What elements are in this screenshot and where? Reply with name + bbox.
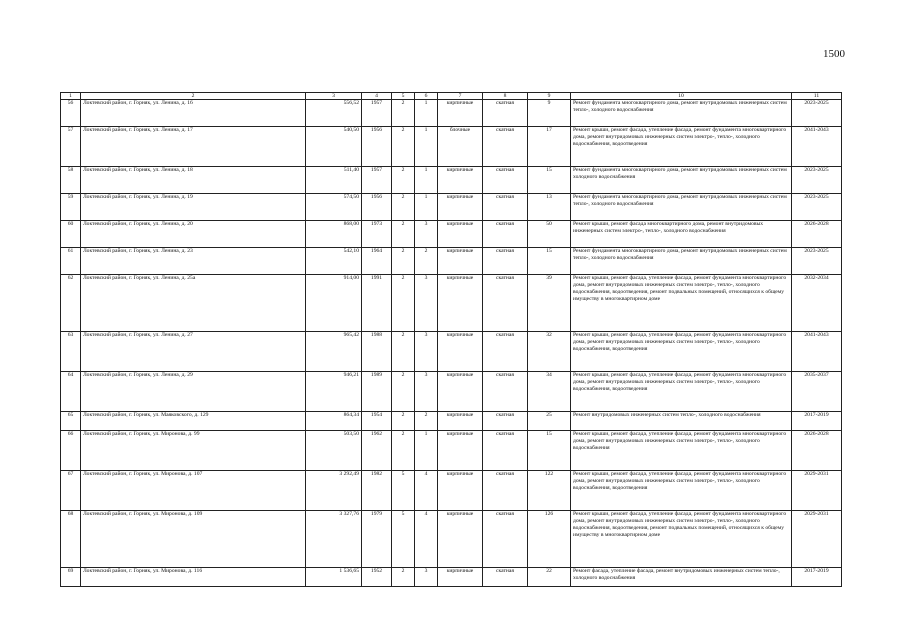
- entrance-count: 2: [415, 248, 438, 275]
- col-header: 2: [81, 93, 306, 100]
- build-year: 1957: [362, 167, 392, 194]
- floor-count: 2: [392, 372, 415, 412]
- table-row: [61, 412, 842, 431]
- apartment-count: 15: [528, 248, 571, 275]
- roof-type: скатная: [483, 471, 528, 511]
- apartment-count: 32: [528, 332, 571, 372]
- apartment-count: 15: [528, 167, 571, 194]
- apartment-count: 122: [528, 471, 571, 511]
- total-area: 574,50: [306, 194, 362, 221]
- floor-count: 2: [392, 194, 415, 221]
- build-year: 1956: [362, 127, 392, 167]
- table-row: [61, 372, 842, 412]
- wall-material: кирпичные: [438, 332, 483, 372]
- col-header: 7: [438, 93, 483, 100]
- roof-type: скатная: [483, 221, 528, 248]
- apartment-count: 126: [528, 511, 571, 568]
- build-year: 1957: [362, 100, 392, 127]
- repair-works: Ремонт фундамента многоквартирного дома, ремонт внутридомовых инженерных систем тепло-, холодного водоснабжения: [571, 100, 792, 127]
- roof-type: скатная: [483, 167, 528, 194]
- table-row: [61, 127, 842, 167]
- repair-works: Ремонт крыши, ремонт фасада, утепление фасада, ремонт фундамента многоквартирного дома, ремонт внутридомовых инженерных систем электро-, тепло-, холодного водоснабжения, водоотведения: [571, 127, 792, 167]
- table-row: [61, 568, 842, 587]
- build-year: 1982: [362, 471, 392, 511]
- entrance-count: 3: [415, 221, 438, 248]
- wall-material: кирпичные: [438, 194, 483, 221]
- total-area: 946,21: [306, 372, 362, 412]
- floor-count: 2: [392, 221, 415, 248]
- floor-count: 2: [392, 412, 415, 431]
- row-number: 56: [61, 100, 81, 127]
- build-year: 1952: [362, 568, 392, 587]
- entrance-count: 1: [415, 127, 438, 167]
- address: Локтевский район, г. Горняк, ул. Миронова, д. 107: [81, 471, 306, 511]
- address: Локтевский район, г. Горняк, ул. Ленина, д. 23: [81, 248, 306, 275]
- repair-period: 2023-2025: [792, 167, 842, 194]
- entrance-count: 3: [415, 275, 438, 332]
- repair-period: 2029-2031: [792, 511, 842, 568]
- apartment-count: 25: [528, 412, 571, 431]
- total-area: 3 327,76: [306, 511, 362, 568]
- apartment-count: 39: [528, 275, 571, 332]
- col-header: 11: [792, 93, 842, 100]
- row-number: 65: [61, 412, 81, 431]
- apartment-count: 22: [528, 568, 571, 587]
- address: Локтевский район, г. Горняк, ул. Ленина, д. 18: [81, 167, 306, 194]
- roof-type: скатная: [483, 431, 528, 471]
- repair-works: Ремонт фундамента многоквартирного дома, ремонт внутридомовых инженерных систем тепло-, холодного водоснабжения: [571, 194, 792, 221]
- floor-count: 2: [392, 275, 415, 332]
- row-number: 68: [61, 511, 81, 568]
- repair-works: Ремонт крыши, ремонт фасада, утепление фасада, ремонт фундамента многоквартирного дома, ремонт внутридомовых инженерных систем электро-, тепло-, холодного водоснабжения, водоотведения: [571, 471, 792, 511]
- total-area: 503,50: [306, 431, 362, 471]
- floor-count: 5: [392, 471, 415, 511]
- repair-period: 2023-2025: [792, 248, 842, 275]
- roof-type: скатная: [483, 332, 528, 372]
- repair-works: Ремонт крыши, ремонт фасада, утепление фасада, ремонт фундамента многоквартирного дома, ремонт внутридомовых инженерных систем электро-, тепло-, холодного водоснабжения, водоотведения, ремонт подвальных помещений, относящихся к общему имуществу в многоквартирном доме: [571, 511, 792, 568]
- entrance-count: 1: [415, 431, 438, 471]
- entrance-count: 4: [415, 511, 438, 568]
- floor-count: 2: [392, 248, 415, 275]
- col-header: 4: [362, 93, 392, 100]
- entrance-count: 1: [415, 167, 438, 194]
- wall-material: кирпичные: [438, 471, 483, 511]
- table-row: [61, 511, 842, 568]
- address: Локтевский район, г. Горняк, ул. Ленина, д. 17: [81, 127, 306, 167]
- roof-type: скатная: [483, 412, 528, 431]
- wall-material: кирпичные: [438, 431, 483, 471]
- roof-type: скатная: [483, 127, 528, 167]
- row-number: 58: [61, 167, 81, 194]
- apartment-count: 13: [528, 194, 571, 221]
- build-year: 1991: [362, 275, 392, 332]
- floor-count: 2: [392, 167, 415, 194]
- row-number: 62: [61, 275, 81, 332]
- row-number: 63: [61, 332, 81, 372]
- total-area: 864,34: [306, 412, 362, 431]
- roof-type: скатная: [483, 194, 528, 221]
- repair-period: 2026-2028: [792, 221, 842, 248]
- wall-material: кирпичные: [438, 221, 483, 248]
- row-number: 60: [61, 221, 81, 248]
- row-number: 64: [61, 372, 81, 412]
- col-header: 8: [483, 93, 528, 100]
- wall-material: кирпичные: [438, 167, 483, 194]
- entrance-count: 2: [415, 412, 438, 431]
- repair-period: 2029-2031: [792, 471, 842, 511]
- build-year: 1988: [362, 332, 392, 372]
- build-year: 1962: [362, 431, 392, 471]
- address: Локтевский район, г. Горняк, ул. Ленина, д. 25а: [81, 275, 306, 332]
- total-area: 1 536,65: [306, 568, 362, 587]
- repair-period: 2017-2019: [792, 568, 842, 587]
- total-area: 540,50: [306, 127, 362, 167]
- floor-count: 2: [392, 332, 415, 372]
- roof-type: скатная: [483, 511, 528, 568]
- repair-period: 2023-2025: [792, 100, 842, 127]
- apartment-count: 50: [528, 221, 571, 248]
- repair-works: Ремонт крыши, ремонт фасада многоквартирного дома, ремонт внутридомовых инженерных систем электро-, тепло-, холодного водоснабжения: [571, 221, 792, 248]
- table-row: [61, 100, 842, 127]
- repair-works: Ремонт фундамента многоквартирного дома, ремонт внутридомовых инженерных систем тепло-, холодного водоснабжения: [571, 248, 792, 275]
- col-header: 5: [392, 93, 415, 100]
- entrance-count: 4: [415, 471, 438, 511]
- roof-type: скатная: [483, 568, 528, 587]
- address: Локтевский район, г. Горняк, ул. Миронова, д. 99: [81, 431, 306, 471]
- build-year: 1956: [362, 194, 392, 221]
- entrance-count: 3: [415, 568, 438, 587]
- table-row: [61, 167, 842, 194]
- entrance-count: 1: [415, 194, 438, 221]
- total-area: 868,00: [306, 221, 362, 248]
- repair-works: Ремонт крыши, ремонт фасада, утепление фасада, ремонт фундамента многоквартирного дома, ремонт внутридомовых инженерных систем электро-, тепло-, холодного водоснабжения, водоотведения: [571, 372, 792, 412]
- row-number: 57: [61, 127, 81, 167]
- total-area: 914,00: [306, 275, 362, 332]
- floor-count: 2: [392, 431, 415, 471]
- repair-works: Ремонт фасада, утепление фасада, ремонт внутридомовых инженерных систем тепло-, холодного водоснабжения: [571, 568, 792, 587]
- wall-material: кирпичные: [438, 568, 483, 587]
- repair-works: Ремонт крыши, ремонт фасада, утепление фасада, ремонт фундамента многоквартирного дома, ремонт внутридомовых инженерных систем электро-, тепло-, холодного водоснабжения, водоотведения: [571, 332, 792, 372]
- repair-works: Ремонт внутридомовых инженерных систем тепло-, холодного водоснабжения: [571, 412, 792, 431]
- floor-count: 2: [392, 100, 415, 127]
- address: Локтевский район, г. Горняк, ул. Миронова, д. 116: [81, 568, 306, 587]
- table-row: [61, 471, 842, 511]
- apartment-count: 17: [528, 127, 571, 167]
- wall-material: кирпичные: [438, 511, 483, 568]
- build-year: 1954: [362, 412, 392, 431]
- build-year: 1973: [362, 221, 392, 248]
- wall-material: кирпичные: [438, 372, 483, 412]
- address: Локтевский район, г. Горняк, ул. Ленина, д. 27: [81, 332, 306, 372]
- table-row: [61, 431, 842, 471]
- roof-type: скатная: [483, 275, 528, 332]
- repair-works: Ремонт крыши, ремонт фасада, утепление фасада, ремонт фундамента многоквартирного дома, ремонт внутридомовых инженерных систем электро-, тепло-, холодного водоснабжения, водоотведения, ремонт подвальных помещений, относящихся к общему имуществу в многоквартирном доме: [571, 275, 792, 332]
- wall-material: кирпичные: [438, 412, 483, 431]
- repair-works: Ремонт фундамента многоквартирного дома, ремонт внутридомовых инженерных систем холодного водоснабжения: [571, 167, 792, 194]
- table-row: [61, 248, 842, 275]
- repair-period: 2041-2043: [792, 127, 842, 167]
- total-area: 556,52: [306, 100, 362, 127]
- roof-type: скатная: [483, 372, 528, 412]
- wall-material: кирпичные: [438, 248, 483, 275]
- repair-works: Ремонт крыши, ремонт фасада, утепление фасада, ремонт фундамента многоквартирного дома, ремонт внутридомовых инженерных систем электро-, тепло-, холодного водоснабжения: [571, 431, 792, 471]
- total-area: 3 292,49: [306, 471, 362, 511]
- repair-period: 2041-2043: [792, 332, 842, 372]
- repair-period: 2023-2025: [792, 194, 842, 221]
- apartment-count: 34: [528, 372, 571, 412]
- repair-period: 2017-2019: [792, 412, 842, 431]
- apartment-count: 15: [528, 431, 571, 471]
- page-number: 1500: [823, 48, 845, 60]
- wall-material: кирпичные: [438, 100, 483, 127]
- build-year: 1964: [362, 248, 392, 275]
- col-header: 9: [528, 93, 571, 100]
- floor-count: 2: [392, 127, 415, 167]
- build-year: 1979: [362, 511, 392, 568]
- build-year: 1989: [362, 372, 392, 412]
- col-header: 3: [306, 93, 362, 100]
- table-row: [61, 221, 842, 248]
- address: Локтевский район, г. Горняк, ул. Ленина, д. 19: [81, 194, 306, 221]
- address: Локтевский район, г. Горняк, ул. Ленина, д. 20: [81, 221, 306, 248]
- total-area: 511,40: [306, 167, 362, 194]
- row-number: 59: [61, 194, 81, 221]
- wall-material: блочные: [438, 127, 483, 167]
- repair-period: 2032-2034: [792, 275, 842, 332]
- entrance-count: 3: [415, 372, 438, 412]
- row-number: 67: [61, 471, 81, 511]
- table-row: [61, 194, 842, 221]
- table-row: [61, 275, 842, 332]
- wall-material: кирпичные: [438, 275, 483, 332]
- column-number-row: [61, 93, 842, 100]
- apartment-count: 9: [528, 100, 571, 127]
- table-row: [61, 332, 842, 372]
- roof-type: скатная: [483, 248, 528, 275]
- row-number: 66: [61, 431, 81, 471]
- roof-type: скатная: [483, 100, 528, 127]
- entrance-count: 1: [415, 100, 438, 127]
- entrance-count: 3: [415, 332, 438, 372]
- address: Локтевский район, г. Горняк, ул. Маяковского, д. 129: [81, 412, 306, 431]
- row-number: 69: [61, 568, 81, 587]
- address: Локтевский район, г. Горняк, ул. Миронова, д. 109: [81, 511, 306, 568]
- repair-period: 2035-2037: [792, 372, 842, 412]
- repair-period: 2026-2028: [792, 431, 842, 471]
- housing-repair-table: [60, 92, 842, 587]
- col-header: 10: [571, 93, 792, 100]
- total-area: 965,42: [306, 332, 362, 372]
- floor-count: 2: [392, 568, 415, 587]
- col-header: 6: [415, 93, 438, 100]
- total-area: 542,10: [306, 248, 362, 275]
- row-number: 61: [61, 248, 81, 275]
- floor-count: 5: [392, 511, 415, 568]
- address: Локтевский район, г. Горняк, ул. Ленина, д. 16: [81, 100, 306, 127]
- address: Локтевский район, г. Горняк, ул. Ленина, д. 29: [81, 372, 306, 412]
- col-header: 1: [61, 93, 81, 100]
